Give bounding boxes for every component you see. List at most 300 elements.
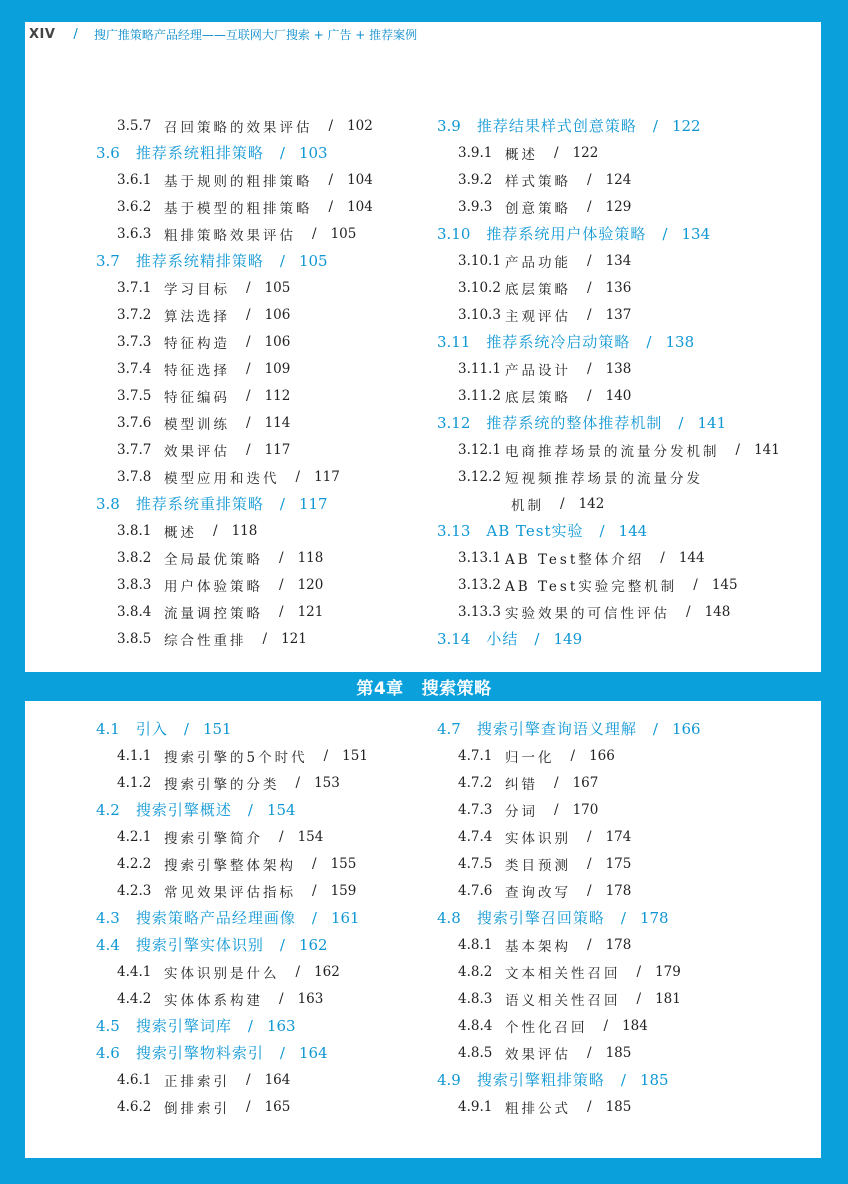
toc-entry-title: 推荐系统精排策略 [135,252,264,270]
toc-entry-page: 155 [330,855,357,872]
toc-subsection-entry[interactable] [458,382,631,409]
toc-entry-separator: / [587,936,592,953]
toc-entry-number: 4.6.2 [117,1098,152,1115]
toc-subsection-entry[interactable] [458,796,598,823]
toc-entry-page: 178 [605,882,632,899]
toc-entry-page: 178 [639,908,669,927]
toc-subsection-entry[interactable] [117,769,340,796]
toc-entry-title: 查询改写 [505,884,571,901]
toc-entry-title: 引入 [135,720,168,738]
toc-subsection-entry[interactable] [117,463,340,490]
toc-entry-separator: / [587,387,592,404]
toc-entry-page: 138 [605,360,632,377]
toc-entry-title: 推荐系统重排策略 [135,495,264,513]
toc-entry-number: 3.10.2 [458,279,501,296]
toc-entry-title: 个性化召回 [505,1019,588,1036]
toc-entry-title: 电商推荐场景的流量分发机制 [505,443,720,460]
toc-section-entry[interactable] [96,1012,296,1039]
toc-subsection-entry[interactable] [117,274,290,301]
toc-entry-page: 105 [330,225,357,242]
toc-subsection-entry[interactable] [117,742,368,769]
toc-entry-page: 161 [330,908,360,927]
toc-subsection-entry[interactable] [458,742,615,769]
toc-entry-separator: / [587,198,592,215]
toc-entry-page: 122 [572,144,599,161]
toc-entry-number: 4.9 [437,1070,461,1089]
toc-section-entry[interactable] [96,247,328,274]
toc-entry-page: 175 [605,855,632,872]
toc-entry-page: 121 [281,630,307,647]
toc-entry-number: 3.8.1 [117,522,152,539]
toc-entry-title: 综合性重排 [164,632,247,649]
toc-entry-page: 122 [671,116,701,135]
toc-entry-page: 138 [665,332,695,351]
toc-subsection-entry[interactable] [458,166,631,193]
toc-entry-page: 181 [655,990,681,1007]
toc-entry-page: 124 [605,171,632,188]
toc-entry-number: 4.9.1 [458,1098,493,1115]
toc-section-entry[interactable] [96,715,232,742]
toc-entry-separator: / [246,441,251,458]
toc-entry-title: 创意策略 [505,200,571,217]
toc-entry-page: 117 [298,494,328,513]
toc-entry-separator: / [587,360,592,377]
toc-entry-number: 3.10 [437,224,471,243]
toc-entry-number: 3.13.2 [458,576,501,593]
toc-subsection-entry[interactable] [458,1012,648,1039]
toc-subsection-entry[interactable] [458,1039,631,1066]
toc-entry-page: 164 [298,1043,328,1062]
toc-subsection-entry[interactable] [117,958,340,985]
toc-entry-title: 搜索引擎的5个时代 [164,749,308,766]
toc-entry-number: 3.8 [96,494,120,513]
toc-entry-number: 3.7.7 [117,441,152,458]
toc-entry-separator: / [587,279,592,296]
toc-entry-separator: / [295,963,301,980]
toc-subsection-entry[interactable] [458,850,631,877]
toc-entry-number: 3.8.5 [117,630,152,647]
toc-entry-number: 3.5.7 [117,117,152,134]
toc-entry-page: 174 [605,828,632,845]
toc-entry-separator: / [246,1071,251,1088]
toc-entry-separator: / [554,774,559,791]
toc-entry-title: 概述 [164,524,197,541]
toc-entry-page: 114 [264,414,291,431]
toc-subsection-entry[interactable] [117,166,373,193]
toc-subsection-entry[interactable] [458,877,631,904]
toc-entry-title: 算法选择 [164,308,230,325]
toc-entry-page: 144 [618,521,648,540]
toc-section-entry[interactable] [437,409,726,436]
toc-section-entry[interactable] [437,328,694,355]
toc-entry-number: 3.7 [96,251,120,270]
header-separator: / [73,27,78,42]
toc-entry-separator: / [246,387,251,404]
toc-entry-number: 3.8.3 [117,576,152,593]
toc-entry-number: 4.4 [96,935,120,954]
toc-subsection-entry[interactable] [458,247,631,274]
toc-entry-number: 4.6 [96,1043,120,1062]
toc-entry-title: 推荐系统冷启动策略 [486,333,631,351]
toc-entry-page: 103 [298,143,328,162]
toc-section-entry[interactable] [96,139,328,166]
toc-entry-title: 搜索引擎查询语义理解 [476,720,637,738]
toc-entry-number: 4.8.4 [458,1017,493,1034]
toc-entry-separator: / [183,719,189,738]
toc-entry-title: 短视频推荐场景的流量分发 [505,470,703,487]
toc-entry-title: 模型训练 [164,416,230,433]
toc-subsection-entry[interactable] [117,1093,290,1120]
toc-entry-title: 底层策略 [505,281,571,298]
toc-entry-title: 基于模型的粗排策略 [164,200,313,217]
toc-section-entry[interactable] [437,220,710,247]
toc-entry-title: 推荐系统的整体推荐机制 [486,414,663,432]
toc-entry-page: 185 [605,1098,632,1115]
toc-entry-separator: / [262,630,268,647]
toc-entry-page: 185 [605,1044,632,1061]
toc-subsection-entry[interactable] [117,355,290,382]
toc-entry-separator: / [328,198,334,215]
toc-entry-separator: / [620,1070,626,1089]
toc-entry-title: 搜索引擎物料索引 [135,1044,264,1062]
toc-entry-title: 概述 [505,146,538,163]
toc-entry-number: 3.7.2 [117,306,152,323]
toc-entry-separator: / [279,990,284,1007]
chapter-heading [0,672,848,701]
toc-entry-number: 4.4.1 [117,963,152,980]
toc-subsection-entry[interactable] [458,274,631,301]
toc-entry-number: 3.7.5 [117,387,152,404]
toc-entry-number: 4.7.2 [458,774,493,791]
toc-entry-number: 3.9.2 [458,171,493,188]
toc-entry-title: 特征选择 [164,362,230,379]
toc-entry-separator: / [534,629,540,648]
toc-section-entry[interactable] [96,904,360,931]
toc-entry-number: 4.7.5 [458,855,493,872]
toc-entry-page: 129 [605,198,632,215]
toc-entry-number: 3.8.4 [117,603,152,620]
toc-entry-separator: / [587,1098,592,1115]
toc-entry-title: 正排索引 [164,1073,230,1090]
toc-entry-separator: / [311,908,317,927]
toc-entry-number: 3.7.3 [117,333,152,350]
toc-entry-separator: / [603,1017,609,1034]
toc-subsection-entry[interactable] [117,328,290,355]
toc-entry-title: 实验效果的可信性评估 [505,605,670,622]
toc-entry-number: 3.12.2 [458,468,501,485]
toc-entry-title: 实体识别是什么 [164,965,280,982]
toc-entry-title: 小结 [486,630,519,648]
toc-entry-number: 3.10.3 [458,306,501,323]
toc-entry-separator: / [279,603,284,620]
toc-entry-number: 4.5 [96,1016,120,1035]
toc-entry-number: 3.9.1 [458,144,493,161]
toc-entry-number: 3.9 [437,116,461,135]
toc-entry-separator: / [560,495,565,512]
toc-section-entry[interactable] [437,1066,669,1093]
toc-entry-title: 模型应用和迭代 [164,470,280,487]
toc-entry-separator: / [295,468,301,485]
toc-entry-separator: / [247,1016,253,1035]
toc-subsection-entry[interactable] [117,1066,290,1093]
toc-entry-title: 样式策略 [505,173,571,190]
toc-subsection-entry[interactable] [458,301,631,328]
toc-entry-number: 3.11 [437,332,471,351]
toc-subsection-entry[interactable] [458,463,703,490]
toc-subsection-entry[interactable] [117,193,373,220]
toc-entry-separator: / [279,143,285,162]
toc-subsection-entry[interactable] [458,544,705,571]
toc-entry-number: 3.12 [437,413,471,432]
toc-subsection-entry[interactable] [117,598,323,625]
toc-entry-number: 4.4.2 [117,990,152,1007]
toc-entry-title: 用户体验策略 [164,578,263,595]
toc-subsection-entry[interactable] [458,985,681,1012]
toc-subsection-entry[interactable] [458,958,681,985]
toc-entry-separator: / [636,963,642,980]
toc-entry-page: 185 [639,1070,669,1089]
toc-entry-number: 3.10.1 [458,252,501,269]
toc-entry-page: 165 [264,1098,291,1115]
toc-section-entry[interactable] [96,1039,328,1066]
toc-entry-page: 153 [314,774,340,791]
toc-entry-title: 语义相关性召回 [505,992,621,1009]
toc-entry-page: 106 [264,306,291,323]
toc-entry-number: 3.7.6 [117,414,152,431]
toc-entry-title: 主观评估 [505,308,571,325]
toc-entry-title: 搜索引擎召回策略 [476,909,605,927]
page-header [29,26,417,43]
toc-subsection-entry[interactable] [117,382,290,409]
toc-entry-separator: / [587,1044,592,1061]
toc-subsection-entry[interactable] [458,931,631,958]
toc-entry-title: 特征构造 [164,335,230,352]
toc-entry-number: 4.8.3 [458,990,493,1007]
toc-subsection-entry[interactable] [117,625,307,652]
toc-entry-title: 搜索策略产品经理画像 [135,909,296,927]
toc-entry-title: 文本相关性召回 [505,965,621,982]
toc-entry-separator: / [662,224,668,243]
toc-section-entry[interactable] [96,931,328,958]
toc-subsection-entry[interactable] [458,355,631,382]
chapter-title: 搜索策略 [421,679,492,699]
toc-entry-number: 4.1.2 [117,774,152,791]
toc-entry-separator: / [587,171,592,188]
toc-entry-title: 粗排公式 [505,1100,571,1117]
toc-entry-title: 产品功能 [505,254,571,271]
toc-entry-page: 178 [605,936,632,953]
toc-entry-title: 推荐系统用户体验策略 [486,225,647,243]
toc-entry-title: AB Test整体介绍 [505,551,645,568]
toc-entry-separator: / [246,279,251,296]
toc-entry-title: 类目预测 [505,857,571,874]
toc-entry-number: 4.7 [437,719,461,738]
toc-entry-number: 3.7.1 [117,279,152,296]
toc-entry-title: AB Test实验完整机制 [505,578,678,595]
toc-entry-page: 154 [266,800,296,819]
toc-section-entry[interactable] [437,715,701,742]
toc-subsection-entry[interactable] [117,571,323,598]
toc-subsection-entry[interactable] [117,301,290,328]
toc-subsection-entry[interactable] [458,490,604,517]
toc-entry-page: 118 [231,522,258,539]
toc-entry-page: 109 [264,360,291,377]
toc-section-entry[interactable] [437,904,669,931]
toc-subsection-entry[interactable] [117,985,323,1012]
toc-entry-separator: / [279,549,284,566]
toc-entry-title: 搜索引擎词库 [135,1017,232,1035]
toc-entry-separator: / [587,252,592,269]
toc-entry-number: 3.11.1 [458,360,501,377]
toc-entry-separator: / [570,747,576,764]
toc-section-entry[interactable] [437,625,582,652]
toc-subsection-entry[interactable] [117,850,356,877]
toc-entry-separator: / [246,360,251,377]
toc-entry-page: 105 [298,251,328,270]
toc-entry-separator: / [328,117,334,134]
toc-entry-number: 4.7.6 [458,882,493,899]
toc-entry-title: 搜索引擎实体识别 [135,936,264,954]
toc-entry-page: 141 [754,441,780,458]
toc-entry-separator: / [735,441,741,458]
toc-entry-separator: / [247,800,253,819]
toc-entry-title: 搜索引擎整体架构 [164,857,296,874]
toc-entry-separator: / [587,306,592,323]
chapter-label: 第4章 [356,679,404,699]
toc-entry-page: 105 [264,279,291,296]
toc-section-entry[interactable] [96,490,328,517]
toc-entry-page: 134 [605,252,632,269]
page-number: XIV [29,27,56,42]
toc-entry-page: 142 [578,495,605,512]
toc-entry-title: 推荐结果样式创意策略 [476,117,637,135]
toc-entry-title: 搜索引擎概述 [135,801,232,819]
toc-entry-title: 基于规则的粗排策略 [164,173,313,190]
toc-entry-separator: / [246,306,251,323]
toc-entry-separator: / [323,747,329,764]
toc-entry-page: 151 [202,719,232,738]
toc-entry-page: 102 [347,117,373,134]
toc-entry-page: 117 [314,468,340,485]
toc-subsection-entry[interactable] [117,436,290,463]
toc-entry-page: 141 [697,413,727,432]
toc-subsection-entry[interactable] [458,823,631,850]
toc-subsection-entry[interactable] [117,823,323,850]
toc-entry-separator: / [312,882,317,899]
toc-entry-number: 3.13.1 [458,549,501,566]
toc-subsection-entry[interactable] [117,544,323,571]
toc-entry-page: 162 [298,935,328,954]
toc-entry-separator: / [554,801,559,818]
toc-subsection-entry[interactable] [458,769,598,796]
toc-entry-separator: / [652,719,658,738]
toc-subsection-entry[interactable] [458,193,631,220]
toc-entry-separator: / [652,116,658,135]
toc-subsection-entry[interactable] [117,112,373,139]
toc-entry-number: 4.2.3 [117,882,152,899]
toc-entry-separator: / [599,521,605,540]
toc-entry-page: 164 [264,1071,291,1088]
toc-entry-title: 推荐系统粗排策略 [135,144,264,162]
toc-entry-title: 效果评估 [505,1046,571,1063]
toc-entry-title: 分词 [505,803,538,820]
toc-section-entry[interactable] [437,517,647,544]
toc-entry-page: 120 [297,576,324,593]
toc-entry-number: 4.6.1 [117,1071,152,1088]
toc-entry-title: 召回策略的效果评估 [164,119,313,136]
toc-entry-title: AB Test实验 [486,522,584,540]
toc-entry-number: 3.11.2 [458,387,501,404]
toc-subsection-entry[interactable] [117,877,356,904]
toc-entry-title: 流量调控策略 [164,605,263,622]
toc-entry-number: 4.3 [96,908,120,927]
toc-entry-page: 149 [553,629,583,648]
toc-entry-title: 实体体系构建 [164,992,263,1009]
toc-entry-separator: / [246,414,251,431]
toc-entry-page: 117 [264,441,291,458]
toc-subsection-entry[interactable] [117,517,257,544]
toc-entry-page: 104 [347,198,373,215]
toc-subsection-entry[interactable] [458,139,598,166]
toc-subsection-entry[interactable] [458,1093,631,1120]
toc-entry-separator: / [279,935,285,954]
toc-entry-number: 3.6.1 [117,171,152,188]
toc-entry-page: 154 [297,828,324,845]
toc-entry-title: 搜索引擎粗排策略 [476,1071,605,1089]
toc-entry-separator: / [246,1098,251,1115]
toc-entry-number: 3.6 [96,143,120,162]
toc-entry-separator: / [279,828,284,845]
toc-entry-number: 4.7.1 [458,747,493,764]
toc-entry-title: 特征编码 [164,389,230,406]
toc-subsection-entry[interactable] [117,220,356,247]
toc-entry-page: 106 [264,333,291,350]
toc-entry-title: 纠错 [505,776,538,793]
toc-entry-title: 机制 [511,497,544,514]
toc-entry-title: 底层策略 [505,389,571,406]
toc-section-entry[interactable] [437,112,701,139]
toc-entry-page: 136 [605,279,632,296]
toc-section-entry[interactable] [96,796,296,823]
toc-subsection-entry[interactable] [458,436,780,463]
toc-subsection-entry[interactable] [458,571,738,598]
toc-entry-separator: / [312,225,317,242]
toc-entry-number: 4.2 [96,800,120,819]
toc-entry-separator: / [693,576,698,593]
toc-entry-number: 3.6.2 [117,198,152,215]
toc-entry-number: 4.2.2 [117,855,152,872]
toc-entry-separator: / [587,855,592,872]
toc-subsection-entry[interactable] [458,598,730,625]
toc-entry-separator: / [312,855,317,872]
toc-entry-title: 产品设计 [505,362,571,379]
toc-entry-page: 159 [330,882,357,899]
toc-entry-number: 4.8 [437,908,461,927]
toc-entry-page: 140 [605,387,632,404]
toc-entry-separator: / [660,549,665,566]
toc-entry-separator: / [279,251,285,270]
toc-entry-page: 148 [704,603,731,620]
toc-entry-page: 184 [622,1017,648,1034]
toc-entry-separator: / [678,413,684,432]
toc-entry-number: 4.7.3 [458,801,493,818]
toc-subsection-entry[interactable] [117,409,290,436]
toc-entry-page: 170 [572,801,599,818]
toc-entry-number: 3.7.4 [117,360,152,377]
toc-entry-title: 粗排策略效果评估 [164,227,296,244]
toc-entry-separator: / [686,603,691,620]
toc-entry-number: 3.9.3 [458,198,493,215]
